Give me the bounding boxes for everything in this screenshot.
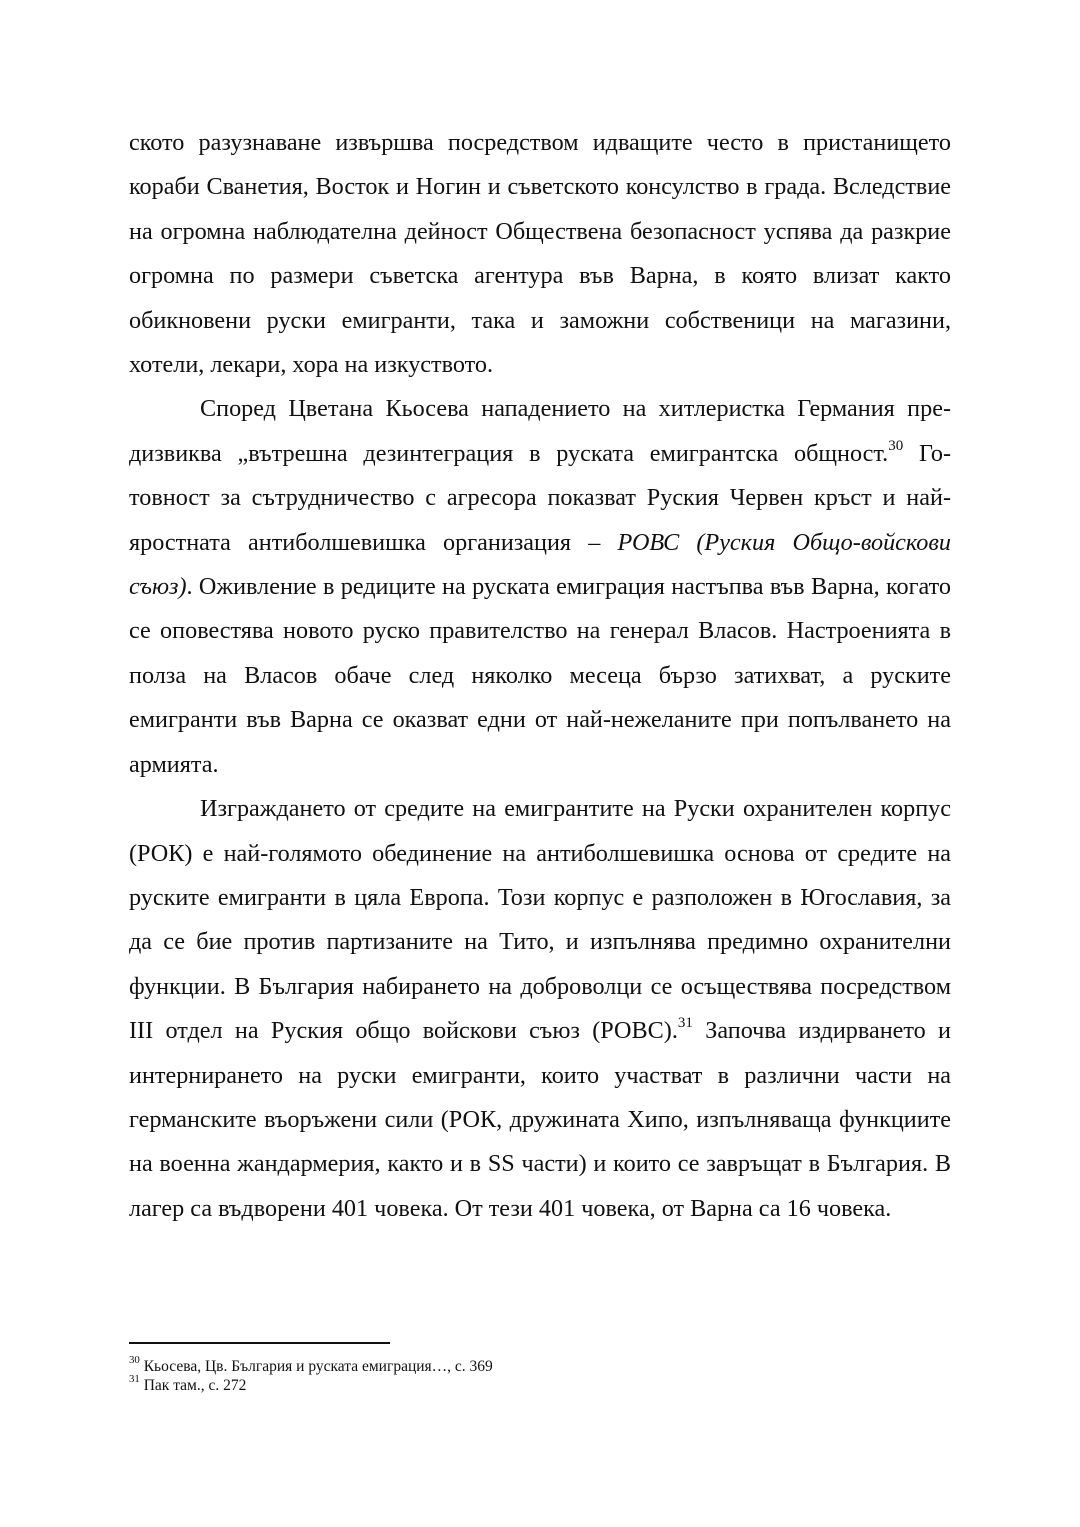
paragraph-1: [129, 121, 951, 387]
paragraph-2: [129, 387, 951, 787]
paragraph-1-text: ското разузнаване извършва посредством идващите често в пристанището кораби Сванетия, Восток и Ногин и съветското консулство в града. Вследствие на огромна наблюдателна дейност Обществена безопасност успява да разкрие огромна по размери съветска агентура във Варна, в която влизат както обикновени руски емигранти, така и заможни собственици на магазини, хотели, лекари, хора на изкуството.: [129, 129, 951, 379]
paragraph-2-text-a: Според Цветана Кьосева нападението на хитлеристка Германия предизвиква „вътрешна дезинтеграция в руската емигрантска общност.: [129, 395, 951, 467]
footnote-ref-30[interactable]: 30: [888, 437, 904, 454]
footnote-30: [129, 1354, 951, 1376]
footnote-31-number: 31: [129, 1373, 140, 1386]
paragraph-3-text-b: Започва издирването и интернирането на руски емигранти, които участват в различни части на германските въоръжени сили (РОК, дружината Хипо, изпълняваща функциите на военна жандармерия, както и в SS части) и които се завръщат в България. В лагер са въдворени 401 човека. От тези 401 човека, от Варна са 16 човека.: [129, 1017, 951, 1222]
footnote-31: [129, 1373, 951, 1395]
footnote-ref-31[interactable]: 31: [677, 1014, 693, 1031]
paragraph-2-text-c: . Оживление в редиците на руската емиграция настъпва във Варна, когато се оповестява новото руско правителство на генерал Власов. Настроенията в полза на Власов обаче след няколко месеца бързо затихват, а руските емигранти във Варна се оказват едни от най-нежеланите при попълването на армията.: [129, 573, 951, 778]
footnote-31-text: Пак там., с. 272: [139, 1377, 247, 1394]
footnote-30-number: 30: [129, 1354, 140, 1367]
document-body: [129, 121, 951, 1231]
paragraph-3-text-a: Изграждането от средите на емигрантите на Руски охранителен корпус (РОК) е най-голямото обединение на антиболшевишка основа от средите на руските емигранти в цяла Европа. Този корпус е разположен в Югославия, за да се бие против партизаните на Тито, и изпълнява предимно охранителни функции. В България набирането на доброволци се осъществява посредством III отдел на Руския общо войскови съюз (РОВС).: [129, 795, 951, 1045]
footnotes: [129, 1354, 951, 1395]
paragraph-2-italic-rovs: РОВС (Руския Общо-войскови съюз): [129, 528, 951, 601]
footnote-divider: [129, 1342, 390, 1344]
footnote-30-text: Кьосева, Цв. България и руската емиграция…, с. 369: [139, 1358, 493, 1375]
paragraph-2-text-b: Готовност за сътрудничество с агресора показват Руския Червен кръст и найяростната антиболшевишка организация –: [129, 439, 951, 556]
paragraph-3: [129, 787, 951, 1231]
